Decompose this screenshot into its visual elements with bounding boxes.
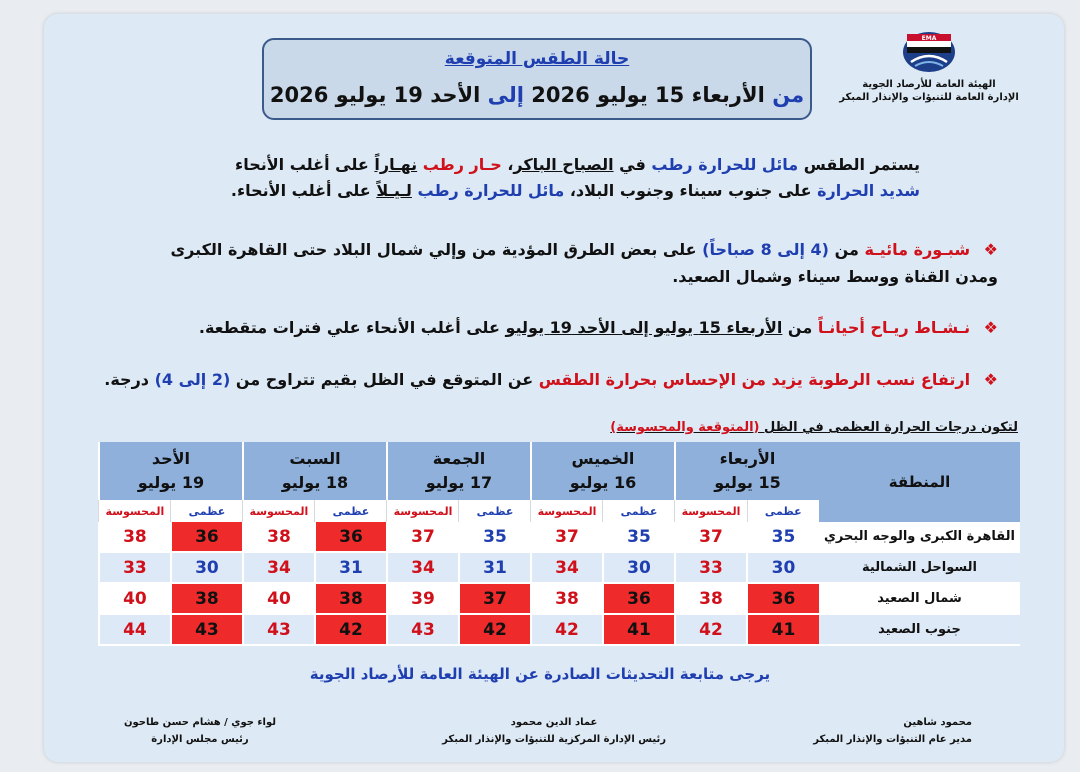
max-temp-cell: 38 [315,583,387,614]
intro-text: شديد الحرارة [817,181,920,200]
max-temp-label: عظمى [171,500,243,522]
max-temp-cell: 36 [171,522,243,552]
max-temp-label: عظمى [459,500,531,522]
day-header [243,442,387,500]
felt-temp-cell: 40 [99,583,171,614]
intro-text: على أغلب الأنحاء [235,155,369,174]
table-row [99,583,1020,614]
day-name: السبت [289,449,341,468]
ema-logo [901,28,957,74]
diamond-bullet-icon: ❖ [983,318,998,337]
signatory-title: رئيس الإدارة المركزية للتنبؤات والإنذار المبكر [442,734,666,745]
bullet-fog [98,236,998,290]
felt-temp-cell: 42 [675,614,747,645]
region-name: شمال الصعيد [819,583,1020,614]
org-header [834,28,1024,118]
bullet-humidity [98,366,998,393]
felt-temp-cell: 43 [387,614,459,645]
bullet-wind [98,314,998,341]
max-temp-label: عظمى [603,500,675,522]
day-name: الخميس [571,449,635,468]
day-date: 18 يوليو [281,473,349,492]
bullet-text: على بعض الطرق المؤدية من وإلي شمال البلاد حتى القاهرة الكبرى [170,240,697,259]
day-header [531,442,675,500]
intro-text: على أغلب الأنحاء. [230,181,371,200]
day-date: 17 يوليو [425,473,493,492]
felt-temp-cell: 43 [243,614,315,645]
max-temp-cell: 38 [171,583,243,614]
bullet-text: ارتفاع نسب الرطوبة يزيد من الإحساس بحرارة الطقس [538,370,971,389]
region-name: السواحل الشمالية [819,552,1020,583]
max-temp-cell: 36 [603,583,675,614]
max-temp-cell: 42 [459,614,531,645]
bullet-text: (2 إلى 4) [154,370,231,389]
max-temp-cell: 31 [459,552,531,583]
intro-text: يستمر الطقس [803,155,920,174]
max-temp-label: عظمى [747,500,819,522]
bullet-text: (4 إلى 8 صباحاً) [702,240,829,259]
felt-temp-cell: 37 [531,522,603,552]
felt-temp-cell: 38 [99,522,171,552]
date-to: الأحد 19 يوليو 2026 [269,83,481,107]
intro-text: نهـاراً [374,155,418,174]
felt-temp-cell: 34 [243,552,315,583]
day-name: الأحد [151,449,191,468]
max-temp-cell: 35 [459,522,531,552]
bulletin-title: حالة الطقس المتوقعة [444,49,630,69]
felt-temp-cell: 44 [99,614,171,645]
signatory-name: محمود شاهين [903,717,972,728]
felt-temp-cell: 38 [675,583,747,614]
bullet-text: درجة. [104,370,149,389]
bullet-text: شبـورة مائيـة [864,240,971,259]
max-temp-cell: 35 [603,522,675,552]
footer-note: يرجى متابعة التحديثات الصادرة عن الهيئة العامة للأرصاد الجوية [309,665,771,683]
intro-paragraph [160,152,920,204]
felt-temp-label: المحسوسة [387,500,459,522]
intro-text: على جنوب سيناء وجنوب البلاد، [569,181,812,200]
felt-temp-label: المحسوسة [243,500,315,522]
org-name-line2: الإدارة العامة للتنبؤات والإنذار المبكر [839,92,1019,103]
temperature-table [98,442,1020,646]
table-row [99,522,1020,552]
region-name: جنوب الصعيد [819,614,1020,645]
max-temp-cell: 36 [315,522,387,552]
signature-2 [442,714,666,748]
intro-text: حـار رطب [422,155,502,174]
max-temp-cell: 41 [747,614,819,645]
intro-text: ، [507,155,514,174]
felt-temp-cell: 37 [675,522,747,552]
signatory-name: عماد الدين محمود [510,717,598,728]
intro-text: مائل للحرارة رطب [651,155,799,174]
max-temp-cell: 30 [603,552,675,583]
max-temp-cell: 30 [747,552,819,583]
logo-text: EMA [921,35,937,42]
felt-temp-cell: 37 [387,522,459,552]
region-column-header: المنطقة [819,442,1020,522]
diamond-bullet-icon: ❖ [983,370,998,389]
bullet-text: من [834,240,859,259]
max-temp-cell: 30 [171,552,243,583]
day-header [675,442,819,500]
table-caption [610,420,1018,435]
bullet-text: ومدن القناة ووسط سيناء وشمال الصعيد. [672,267,998,286]
region-name: القاهرة الكبرى والوجه البحري [819,522,1020,552]
max-temp-cell: 36 [747,583,819,614]
table-row [99,552,1020,583]
signature-3 [124,714,276,748]
org-name-line1: الهيئة العامة للأرصاد الجوية [862,79,996,90]
bullet-text: الأربعاء 15 يوليو إلى الأحد 19 يوليو [505,318,783,337]
day-date: 16 يوليو [569,473,637,492]
caption-text: لتكون درجات الحرارة العظمى في الظل [764,420,1018,435]
day-name: الأربعاء [719,449,776,468]
day-header [387,442,531,500]
felt-temp-cell: 39 [387,583,459,614]
felt-temp-cell: 40 [243,583,315,614]
felt-temp-label: المحسوسة [99,500,171,522]
intro-text: لـيـلاً [376,181,412,200]
intro-text: في [619,155,646,174]
diamond-bullet-icon: ❖ [983,240,998,259]
bullet-text: نـشـاط ريـاح أحيانـاً [817,318,971,337]
title-box [262,38,812,120]
felt-temp-cell: 34 [531,552,603,583]
date-from-word: من [772,83,805,107]
max-temp-label: عظمى [315,500,387,522]
bullet-text: على أغلب الأنحاء علي فترات متقطعة. [198,318,500,337]
date-range [264,82,810,108]
signature-1 [813,714,972,748]
felt-temp-label: المحسوسة [531,500,603,522]
signatory-name: لواء جوي / هشام حسن طاحون [123,717,276,728]
felt-temp-cell: 42 [531,614,603,645]
felt-temp-cell: 34 [387,552,459,583]
intro-text: مائل للحرارة رطب [417,181,565,200]
max-temp-cell: 37 [459,583,531,614]
day-date: 15 يوليو [714,473,781,492]
bullet-text: عن المتوقع في الظل بقيم تتراوح من [235,370,534,389]
table-row [99,614,1020,645]
felt-temp-cell: 33 [99,552,171,583]
caption-text: (المتوقعة والمحسوسة) [610,420,760,435]
max-temp-cell: 42 [315,614,387,645]
bullet-text: من [787,318,813,337]
felt-temp-label: المحسوسة [675,500,747,522]
day-header [99,442,243,500]
max-temp-cell: 35 [747,522,819,552]
date-from: الأربعاء 15 يوليو 2026 [531,83,765,107]
day-date: 19 يوليو [137,473,205,492]
max-temp-cell: 43 [171,614,243,645]
day-name: الجمعة [432,449,486,468]
date-to-word: إلى [487,83,524,107]
felt-temp-cell: 38 [531,583,603,614]
felt-temp-cell: 38 [243,522,315,552]
felt-temp-cell: 33 [675,552,747,583]
signatory-title: مدير عام التنبؤات والإنذار المبكر [813,734,972,745]
signatory-title: رئيس مجلس الإدارة [151,734,249,745]
intro-text: الصباح الباكر [513,155,614,174]
max-temp-cell: 31 [315,552,387,583]
max-temp-cell: 41 [603,614,675,645]
